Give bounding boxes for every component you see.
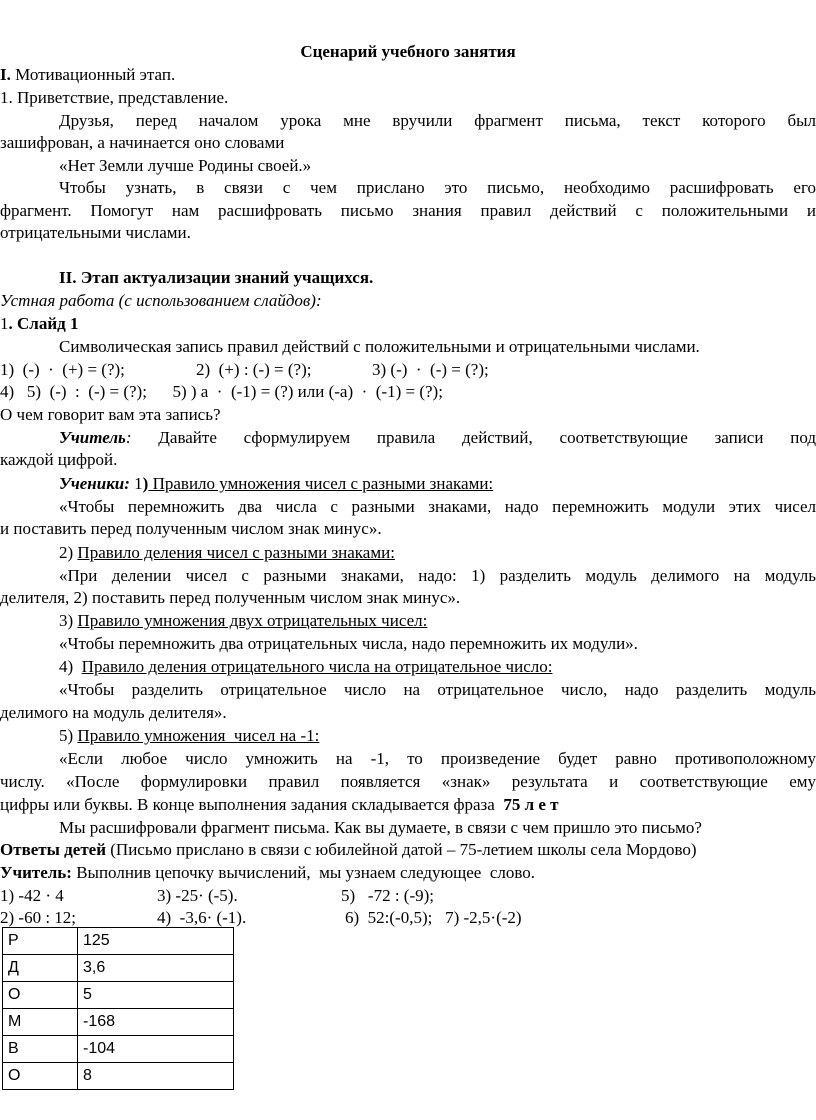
stage1-subheading: 1. Приветствие, представление. xyxy=(0,88,229,107)
oral-work-label: Устная работа (с использованием слайдов): xyxy=(0,291,322,310)
table-cell-letter: В xyxy=(3,1036,78,1063)
table-cell-letter: О xyxy=(3,1063,78,1090)
rule2-heading xyxy=(59,542,395,564)
rule-record-1: 1) (-) · (+) = (?); xyxy=(0,360,125,379)
rule2-title: Правило деления чисел с разными знаками: xyxy=(77,543,395,562)
rule-record-3: 3) (-) · (-) = (?); xyxy=(372,360,489,379)
teacher2-label: Учитель: xyxy=(0,863,72,882)
exercise-3: 3) -25· (-5). xyxy=(157,886,238,905)
symbolic-record-intro: Символическая запись правил действий с положительными и отрицательными числами. xyxy=(59,337,700,356)
table-row xyxy=(3,955,234,982)
page-title: Сценарий учебного занятия xyxy=(300,42,516,61)
rule5-line3-text: цифры или буквы. В конце выполнения задания складывается фраза xyxy=(0,795,504,814)
phrase-result: 75 л е т xyxy=(503,795,559,814)
rule5-line2: числу. «После формулировки правил появляется «знак» результата и соответствующие ему xyxy=(0,772,816,791)
rule-record-4-5: 4) 5) (-) : (-) = (?); 5) ) а · (-1) = (?) или (-а) · (-1) = (?); xyxy=(0,382,443,401)
table-row xyxy=(3,1009,234,1036)
rule-record-2: 2) (+) : (-) = (?); xyxy=(196,360,312,379)
children-answers-label: Ответы детей xyxy=(0,840,107,859)
rule4-heading xyxy=(59,656,552,678)
rule4-number: 4) xyxy=(59,657,82,676)
paragraph1-line2: зашифрован, а начинается оно словами xyxy=(0,133,285,152)
table-cell-value: 5 xyxy=(78,982,234,1009)
rule5-title: Правило умножения чисел на -1: xyxy=(77,726,320,745)
slide-heading xyxy=(0,313,78,335)
rule4-line2: делимого на модуль делителя». xyxy=(0,703,227,722)
paragraph2-line3: отрицательными числами. xyxy=(0,223,191,242)
table-cell-value: 125 xyxy=(78,928,234,955)
paragraph2-line2: фрагмент. Помогут нам расшифровать письмо знания правил действий с положительными и xyxy=(0,201,816,220)
exercise-1: 1) -42 · 4 xyxy=(0,886,64,905)
table-row xyxy=(3,928,234,955)
rule2-number: 2) xyxy=(59,543,78,562)
children-answers-text: (Письмо прислано в связи с юбилейной датой – 75-летием школы села Мордово) xyxy=(106,840,697,859)
rule5-number: 5) xyxy=(59,726,78,745)
children-answers-line xyxy=(0,839,697,861)
exercise-5: 5) -72 : (-9); xyxy=(341,886,435,905)
table-row xyxy=(3,982,234,1009)
teacher2-line xyxy=(0,862,535,884)
table-cell-value: 8 xyxy=(78,1063,234,1090)
letter-quote: «Нет Земли лучше Родины своей.» xyxy=(59,156,312,175)
rule3-number: 3) xyxy=(59,611,78,630)
teacher-label: Учитель xyxy=(59,428,126,447)
stage1-heading xyxy=(0,64,175,86)
paragraph1-line1: Друзья, перед началом урока мне вручили фрагмент письма, текст которого был xyxy=(59,111,816,130)
slide-label: . Слайд 1 xyxy=(8,314,79,333)
slide-number: 1 xyxy=(0,314,9,333)
table-cell-letter: Р xyxy=(3,928,78,955)
rule2-line1: «При делении чисел с разными знаками, надо: 1) разделить модуль делимого на модуль xyxy=(59,566,816,585)
question-line: О чем говорит вам эта запись? xyxy=(0,405,221,424)
teacher-line1 xyxy=(59,427,816,449)
rule1-number: 1 xyxy=(129,474,143,493)
rule3-line1: «Чтобы перемножить два отрицательных числа, надо перемножить их модули». xyxy=(59,634,638,653)
pupils-label: Ученики: xyxy=(59,474,130,493)
table-row xyxy=(3,1063,234,1090)
table-cell-value: -104 xyxy=(78,1036,234,1063)
stage1-name: Мотивационный этап. xyxy=(15,65,176,84)
rule4-title: Правило деления отрицательного числа на отрицательное число: xyxy=(81,657,553,676)
table-cell-letter: О xyxy=(3,982,78,1009)
rule1-paren: ) xyxy=(142,474,149,493)
exercise-4: 4) -3,6· (-1). xyxy=(157,908,247,927)
exercise-2: 2) -60 : 12; xyxy=(0,908,77,927)
table-cell-letter: М xyxy=(3,1009,78,1036)
decoded-question: Мы расшифровали фрагмент письма. Как вы думаете, в связи с чем пришло это письмо? xyxy=(59,818,702,837)
teacher-colon: : xyxy=(125,428,132,447)
rule1-line2: и поставить перед полученным числом знак минус». xyxy=(0,519,382,538)
rule4-line1: «Чтобы разделить отрицательное число на отрицательное число, надо разделить модуль xyxy=(59,680,816,699)
table-cell-value: -168 xyxy=(78,1009,234,1036)
rule3-heading xyxy=(59,610,427,632)
exercise-6-7: 6) 52:(-0,5); 7) -2,5·(-2) xyxy=(345,908,522,927)
rule5-heading xyxy=(59,725,319,747)
stage2-heading: II. Этап актуализации знаний учащихся. xyxy=(59,268,374,287)
pupils-rule1-heading xyxy=(59,473,493,495)
table-cell-letter: Д xyxy=(3,955,78,982)
rule5-line3 xyxy=(0,794,559,816)
rule2-line2: делителя, 2) поставить перед полученным числом знак минус». xyxy=(0,588,461,607)
teacher-text: Давайте сформулируем правила действий, соответствующие записи под xyxy=(131,428,816,447)
teacher2-text: Выполнив цепочку вычислений, мы узнаем следующее слово. xyxy=(71,863,536,882)
rule1-line1: «Чтобы перемножить два числа с разными знаками, надо перемножить модули этих чисел xyxy=(59,497,816,516)
stage1-number: I. xyxy=(0,65,11,84)
table-row xyxy=(3,1036,234,1063)
rule5-line1: «Если любое число умножить на -1, то произведение будет равно противоположному xyxy=(59,749,816,768)
rule3-title: Правило умножения двух отрицательных чисел: xyxy=(77,611,428,630)
teacher-line2: каждой цифрой. xyxy=(0,450,118,469)
rule1-title: Правило умножения чисел с разными знаками: xyxy=(148,474,494,493)
answer-table xyxy=(2,927,234,1090)
paragraph2-line1: Чтобы узнать, в связи с чем прислано это письмо, необходимо расшифровать его xyxy=(59,178,816,197)
table-cell-value: 3,6 xyxy=(78,955,234,982)
